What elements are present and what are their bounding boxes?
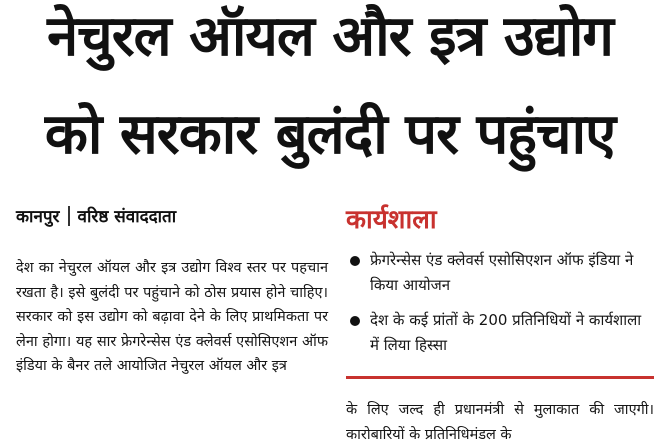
bullet-dot-icon	[350, 256, 360, 266]
sidebar-bullet-list	[346, 248, 654, 368]
article-body: देश का नेचुरल ऑयल और इत्र उद्योग विश्व स्तर पर पहचान रखता है। इसे बुलंदी पर पहुंचाने को ठोस प्रयास होने चाहिए। सरकार को इस उद्योग को बढ़ावा देने के लिए प्राथमिकता पर लेना होगा। यह सार फ्रेगरेन्सेस एंड क्लेवर्स एसोसिएशन ऑफ इंडिया के बैनर तले आयोजित नेचुरल ऑयल और इत्र	[16, 260, 328, 375]
byline	[16, 204, 176, 227]
bullet-dot-icon	[350, 316, 360, 326]
sidebar-divider	[346, 376, 654, 379]
sidebar-bullet-item	[346, 308, 654, 358]
sidebar-title: कार्यशाला	[346, 205, 437, 235]
byline-reporter: वरिष्ठ संवाददाता	[77, 207, 177, 227]
byline-separator	[68, 206, 70, 226]
headline-line-1: नेचुरल ऑयल और इत्र उद्योग	[47, 4, 613, 69]
sidebar-bullet-text: देश के कई प्रांतों के 200 प्रतिनिधियों ने कार्यशाला में लिया हिस्सा	[370, 311, 642, 354]
headline-line-2: को सरकार बुलंदी पर पहुंचाए	[44, 102, 616, 167]
article-continuation: के लिए जल्द ही प्रधानमंत्री से मुलाकात की जाएगी। कारोबारियों के प्रतिनिधिमंडल के	[346, 402, 654, 443]
byline-location: कानपुर	[16, 207, 60, 227]
sidebar-bullet-item	[346, 248, 654, 298]
sidebar-bullet-text: फ्रेगरेन्सेस एंड क्लेवर्स एसोसिएशन ऑफ इंडिया ने किया आयोजन	[370, 251, 634, 294]
